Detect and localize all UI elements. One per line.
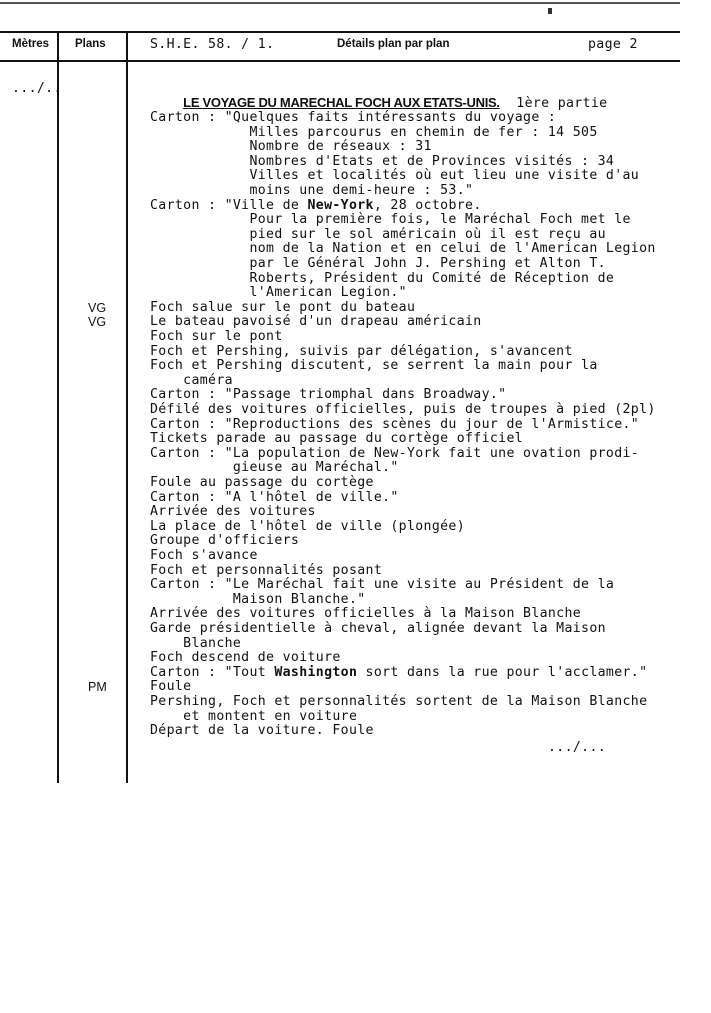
shot-line: Carton : "La population de New-York fait une ovation prodi- <box>150 445 640 461</box>
shot-line: Carton : "Ville de New-York, 28 octobre. <box>150 197 482 213</box>
shot-line: Le bateau pavoisé d'un drapeau américain <box>150 314 482 330</box>
page-number: page 2 <box>588 37 638 52</box>
column-header-plans: Plans <box>75 38 106 50</box>
shot-line: Carton : "Quelques faits intéressants du voyage : <box>150 110 557 125</box>
shot-line: Tickets parade au passage du cortège officiel <box>150 431 524 447</box>
top-scan-line <box>0 2 680 4</box>
shot-line: Arrivée des voitures <box>150 504 316 520</box>
scan-speck <box>548 8 552 14</box>
column-divider-metres <box>57 31 59 783</box>
shot-line: Maison Blanche." <box>150 591 366 607</box>
header-top-rule <box>0 31 680 33</box>
shot-line: Foch descend de voiture <box>150 650 341 666</box>
shot-line: La place de l'hôtel de ville (plongée) <box>150 518 466 534</box>
shot-line: Roberts, Président du Comité de Réception de <box>150 270 615 286</box>
film-part: 1ère partie <box>516 96 608 111</box>
shot-line: Groupe d'officiers <box>150 533 300 549</box>
header-bottom-rule <box>0 60 680 62</box>
shot-line: Foch sur le pont <box>150 329 283 344</box>
shot-line: Garde présidentielle à cheval, alignée devant la Maison <box>150 621 606 636</box>
shot-line: Foch et personnalités posant <box>150 562 383 578</box>
shot-line: pied sur le sol américain où il est reçu au <box>150 226 606 242</box>
shot-line: Foule <box>150 679 192 695</box>
shot-line: Départ de la voiture. Foule <box>150 723 374 739</box>
shot-line: Nombre de réseaux : 31 <box>150 139 432 155</box>
shot-line: Pour la première fois, le Maréchal Foch met le <box>150 212 631 228</box>
column-header-metres: Mètres <box>12 38 50 50</box>
shot-line: Carton : "Le Maréchal fait une visite au Président de la <box>150 577 615 593</box>
section-title: Détails plan par plan <box>337 38 450 50</box>
shot-line: Blanche <box>150 635 242 651</box>
plan-mark: VG <box>88 300 107 315</box>
shot-line: Foch et Pershing, suivis par délégation, s'avancent <box>150 343 573 359</box>
plan-mark: PM <box>88 680 107 695</box>
shot-line: Nombres d'Etats et de Provinces visités : 34 <box>150 153 615 169</box>
shot-line: Arrivée des voitures officielles à la Maison Blanche <box>150 606 582 622</box>
shot-line: Carton : "Tout Washington sort dans la rue pour l'acclamer." <box>150 664 648 680</box>
shot-line: Carton : "Reproductions des scènes du jour de l'Armistice." <box>150 416 640 432</box>
document-reference: S.H.E. 58. / 1. <box>150 37 275 52</box>
shot-line: nom de la Nation et en celui de l'American Legion <box>150 241 656 257</box>
shot-line: et montent en voiture <box>150 708 358 724</box>
shot-line: par le Général John J. Pershing et Alton T. <box>150 256 606 271</box>
shot-line: Milles parcourus en chemin de fer : 14 505 <box>150 124 598 140</box>
shot-line: Foch et Pershing discutent, se serrent la main pour la <box>150 358 598 374</box>
shot-line: Villes et localités où eut lieu une visite d'au <box>150 168 640 184</box>
footer-continuation: .../... <box>548 740 607 755</box>
shot-line: Foch s'avance <box>150 548 258 563</box>
shot-line: l'American Legion." <box>150 285 407 301</box>
shot-line: Défilé des voitures officielles, puis de troupes à pied (2pl) <box>150 402 656 417</box>
plan-mark: VG <box>88 315 107 330</box>
shot-line: caméra <box>150 372 233 388</box>
shot-line: Foule au passage du cortège <box>150 475 374 490</box>
shot-line: moins une demi-heure : 53." <box>150 183 474 198</box>
shot-line: Carton : "A l'hôtel de ville." <box>150 489 399 505</box>
shot-line: Pershing, Foch et personnalités sortent de la Maison Blanche <box>150 694 648 709</box>
shot-line: Carton : "Passage triomphal dans Broadway." <box>150 387 507 403</box>
shot-line: Foch salue sur le pont du bateau <box>150 299 416 315</box>
metres-continuation: .../.. <box>12 81 62 96</box>
film-title: LE VOYAGE DU MARECHAL FOCH AUX ETATS-UNIS. <box>183 95 500 110</box>
column-divider-plans <box>126 31 128 783</box>
shot-line: gieuse au Maréchal." <box>150 460 399 476</box>
